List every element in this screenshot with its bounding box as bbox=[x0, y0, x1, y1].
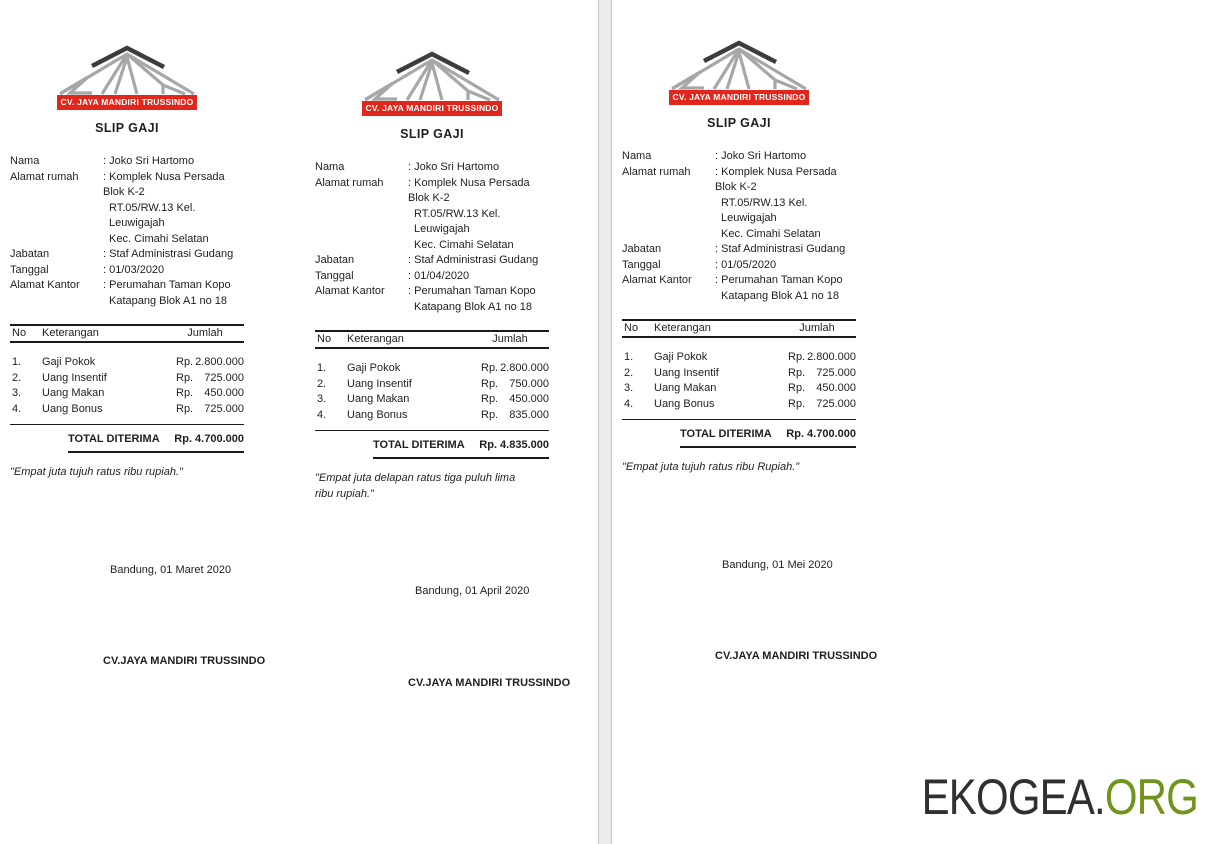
field-jabatan: Jabatan : Staf Administrasi Gudang bbox=[315, 254, 539, 266]
signature-company-name: CV.JAYA MANDIRI TRUSSINDO bbox=[103, 655, 266, 667]
employee-fields bbox=[10, 154, 244, 309]
company-name-banner: CV. JAYA MANDIRI TRUSSINDO bbox=[669, 90, 809, 105]
employee-fields bbox=[622, 149, 856, 304]
company-logo bbox=[362, 51, 502, 116]
field-jabatan: Jabatan : Staf Administrasi Gudang bbox=[622, 243, 846, 255]
city-date-line: Bandung, 01 April 2020 bbox=[415, 585, 530, 597]
field-tanggal: Tanggal : 01/03/2020 bbox=[10, 263, 165, 276]
field-nama: Nama : Joko Sri Hartomo bbox=[315, 161, 500, 173]
table-row: 4. Uang Bonus Rp. 725.000 bbox=[12, 402, 244, 415]
company-logo bbox=[669, 40, 809, 105]
table-row: 3. Uang Makan Rp. 450.000 bbox=[12, 387, 244, 399]
field-tanggal: Tanggal : 01/05/2020 bbox=[622, 258, 777, 271]
total-row: TOTAL DITERIMA Rp. 4.700.000 bbox=[680, 420, 856, 448]
table-row: 1. Gaji Pokok Rp. 2.800.000 bbox=[12, 356, 244, 368]
amount-in-words: "Empat juta tujuh ratus ribu rupiah." bbox=[10, 466, 183, 478]
employee-fields bbox=[315, 160, 549, 315]
truss-roof-icon bbox=[362, 51, 502, 101]
city-date-line: Bandung, 01 Maret 2020 bbox=[110, 563, 232, 576]
slip-title: SLIP GAJI bbox=[707, 116, 771, 130]
company-logo bbox=[57, 45, 197, 110]
field-jabatan: Jabatan : Staf Administrasi Gudang bbox=[10, 248, 234, 260]
company-name-banner: CV. JAYA MANDIRI TRUSSINDO bbox=[57, 95, 197, 110]
table-row: 3. Uang Makan Rp. 450.000 bbox=[317, 393, 549, 405]
table-row: 3. Uang Makan Rp. 450.000 bbox=[624, 382, 856, 394]
city-date-line: Bandung, 01 Mei 2020 bbox=[722, 558, 833, 571]
table-row: 1. Gaji Pokok Rp. 2.800.000 bbox=[317, 362, 549, 374]
salary-slip-april bbox=[315, 51, 571, 691]
field-alamat-kantor: Alamat Kantor : Perumahan Taman Kopo Katapang Blok A1 no 18 bbox=[622, 274, 843, 302]
table-row: 4. Uang Bonus Rp. 725.000 bbox=[624, 397, 856, 410]
signature-company-name: CV.JAYA MANDIRI TRUSSINDO bbox=[408, 676, 571, 689]
pay-table bbox=[622, 319, 856, 448]
table-row: 2. Uang Insentif Rp. 750.000 bbox=[317, 377, 549, 390]
truss-roof-icon bbox=[669, 40, 809, 90]
amount-in-words: "Empat juta tujuh ratus ribu Rupiah." bbox=[622, 461, 800, 473]
watermark-secondary-text: ORG bbox=[1104, 769, 1198, 825]
field-tanggal: Tanggal : 01/04/2020 bbox=[315, 269, 470, 282]
pay-table-header: No Keterangan Jumlah bbox=[315, 330, 549, 349]
slip-title: SLIP GAJI bbox=[95, 121, 159, 135]
table-row: 1. Gaji Pokok Rp. 2.800.000 bbox=[624, 351, 856, 363]
ekogea-watermark bbox=[922, 768, 1198, 826]
amount-in-words: "Empat juta delapan ratus tiga puluh lima ribu rupiah." bbox=[315, 472, 516, 500]
pay-table-header: No Keterangan Jumlah bbox=[10, 324, 244, 343]
field-alamat-kantor: Alamat Kantor : Perumahan Taman Kopo Katapang Blok A1 no 18 bbox=[315, 285, 536, 313]
field-nama: Nama : Joko Sri Hartomo bbox=[622, 150, 807, 162]
salary-slip-may bbox=[622, 40, 878, 665]
field-nama: Nama : Joko Sri Hartomo bbox=[10, 155, 195, 167]
field-alamat-rumah: Alamat rumah : Komplek Nusa Persada Blok K-2 RT.05/RW.13 Kel. Leuwigajah Kec. Cimahi Selatan bbox=[10, 170, 225, 245]
salary-slip-march bbox=[10, 45, 266, 670]
signature-company-name: CV.JAYA MANDIRI TRUSSINDO bbox=[715, 650, 878, 662]
slip-title: SLIP GAJI bbox=[400, 127, 464, 141]
page-gutter bbox=[598, 0, 612, 844]
total-row: TOTAL DITERIMA Rp. 4.835.000 bbox=[373, 431, 549, 459]
field-alamat-rumah: Alamat rumah : Komplek Nusa Persada Blok K-2 RT.05/RW.13 Kel. Leuwigajah Kec. Cimahi Selatan bbox=[315, 176, 530, 251]
table-row: 2. Uang Insentif Rp. 725.000 bbox=[624, 366, 856, 379]
field-alamat-rumah: Alamat rumah : Komplek Nusa Persada Blok K-2 RT.05/RW.13 Kel. Leuwigajah Kec. Cimahi Selatan bbox=[622, 165, 837, 240]
pay-table bbox=[315, 330, 549, 459]
total-row: TOTAL DITERIMA Rp. 4.700.000 bbox=[68, 425, 244, 453]
table-row: 4. Uang Bonus Rp. 835.000 bbox=[317, 408, 549, 421]
pay-table-header: No Keterangan Jumlah bbox=[622, 319, 856, 338]
truss-roof-icon bbox=[57, 45, 197, 95]
pay-table bbox=[10, 324, 244, 453]
watermark-primary-text: EKOGEA. bbox=[921, 769, 1105, 825]
field-alamat-kantor: Alamat Kantor : Perumahan Taman Kopo Katapang Blok A1 no 18 bbox=[10, 279, 231, 307]
table-row: 2. Uang Insentif Rp. 725.000 bbox=[12, 371, 244, 384]
company-name-banner: CV. JAYA MANDIRI TRUSSINDO bbox=[362, 101, 502, 116]
